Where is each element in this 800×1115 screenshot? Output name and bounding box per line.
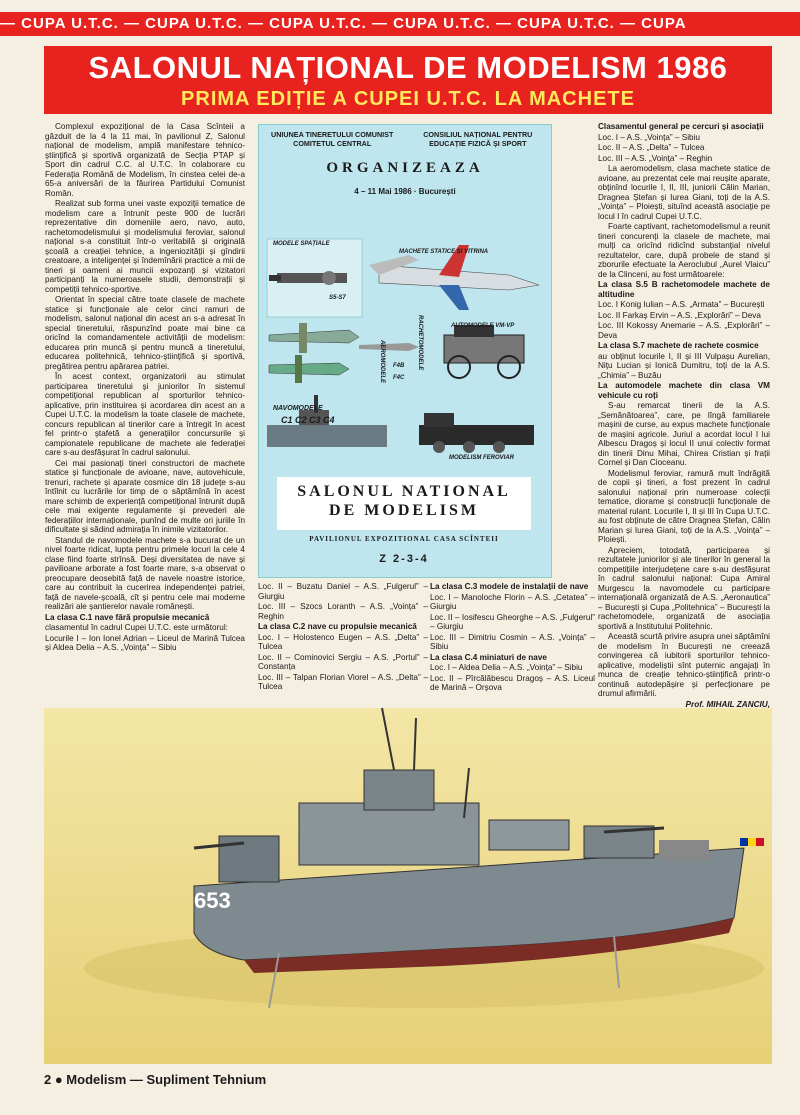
poster-pavilion: PAVILIONUL EXPOZITIONAL CASA SCÎNTEII bbox=[309, 535, 499, 543]
paragraph: clasamentul în cadrul Cupei U.T.C. este următorul: bbox=[45, 623, 228, 632]
result-line: Loc. I – Holostenco Eugen – A.S. „Delta” – Tulcea bbox=[258, 632, 428, 651]
event-poster bbox=[258, 124, 552, 578]
paragraph: Cei mai pasionați tineri constructori de machete statice și funcționale de avioane, nave, autovehicule, trenuri, rachete și aparate cosmice din 18 județe s-au întîlnit cu lucrările lor timp de o săptămînă în acest mare schimb de experiență competițional întrunit după cele mai exigente regulamente și prevederi ale federațiilor internaționale, punînd de multe ori juriile în dificultate și sădind admirația în inimile vizitatorilor. bbox=[45, 458, 245, 534]
results-column-a bbox=[258, 582, 428, 704]
poster-label: MODELE SPAȚIALE bbox=[273, 241, 330, 247]
paragraph: au obținut locurile I, II și III Vulpașu Aurelian, Nițu Lucian și Ionică Dumitru, toți de la A.S. „Chimia” – Buzău bbox=[598, 351, 770, 380]
result-line: Loc. II – Pîrcălăbescu Dragoș – A.S. Liceul de Marină – Orșova bbox=[430, 673, 595, 692]
hull-number: 653 bbox=[194, 888, 231, 913]
results-column-b bbox=[430, 582, 595, 704]
poster-label: F4C bbox=[393, 375, 405, 381]
poster-label: MODELISM FEROVIAR bbox=[449, 455, 515, 461]
top-banner: — CUPA U.T.C. — CUPA U.T.C. — CUPA U.T.C. — CUPA U.T.C. — CUPA U.T.C. — CUPA bbox=[0, 12, 800, 36]
result-line: Loc. II – A.S. „Delta” – Tulcea bbox=[598, 143, 705, 152]
class-heading: La clasa C.1 nave fără propulsie mecanică bbox=[45, 612, 210, 622]
poster-title bbox=[277, 477, 531, 530]
article-column-3 bbox=[598, 122, 771, 709]
result-line: Loc. III – Szocs Loranth – A.S. „Voința” – Reghin bbox=[258, 602, 428, 621]
poster-label: AUTOMODELE VM-VP bbox=[451, 323, 515, 329]
poster-label: F4B bbox=[393, 363, 405, 369]
result-line: Loc. II – Iosifescu Gheorghe – A.S. „Fulgerul” – Giurgiu bbox=[430, 612, 595, 631]
paragraph: S-au remarcat tinerii de la A.S. „Semănătoarea”, care, pe lîngă familiarele mașini de curse, au expus machete funcționale de mașini agricole. Juriul a acordat locul I lui Albescu Dragoș și locul II unui colectiv format din tinerii Dinu Mihai, Chirea Cristian și frații Cornel și Dan Cioceanu. bbox=[598, 401, 770, 467]
class-heading: La clasa C.4 miniaturi de nave bbox=[430, 652, 547, 662]
sub-title: PRIMA EDIȚIE A CUPEI U.T.C. LA MACHETE bbox=[181, 88, 635, 110]
class-heading: La clasa C.3 modele de instalații de nave bbox=[430, 582, 589, 591]
poster-org-right: CONSILIUL NAȚIONAL PENTRU EDUCAȚIE FIZICĂ ȘI SPORT bbox=[423, 130, 533, 148]
paragraph: Orientat în special către toate clasele de machete statice și funcționale ale celor cinci ramuri de modelism, salonul național din acest an s-a adresat în special tineretului, răspunzînd poate mai bine ca oricînd la comandamentele activității de modelism: educarea prin muncă și pentru muncă a tineretului, educarea politehnică, tehnico-științifică și sportivă, pregătirea pentru apărarea patriei. bbox=[45, 295, 245, 371]
class-heading: Clasamentul general pe cercuri și asociații bbox=[598, 122, 764, 131]
poster-label: RACHETOMODELE bbox=[417, 315, 423, 371]
paragraph: Complexul expozițional de la Casa Scînteii a găzduit de la 4 la 11 mai, în pavilionul Z, Salonul național de modelism, amplă manifestare tehnico-științifică și sportivă organizată de Secția PTAP și Sport din cadrul C.C. al U.T.C. în colaborare cu Federația Română de Modelism, în cinstea celei de-a 65-a aniversări de la făurirea Partidului Comunist Român. bbox=[45, 122, 245, 198]
result-line: Loc. II – Buzatu Daniel – A.S. „Fulgerul” – Giurgiu bbox=[258, 582, 428, 601]
result-line: Loc. III – A.S. „Voința” – Reghin bbox=[598, 153, 713, 163]
class-heading: La clasa S.7 machete de rachete cosmice bbox=[598, 341, 759, 350]
poster-label: NAVOMODELE bbox=[273, 405, 323, 412]
poster-organizeaza: ORGANIZEAZA bbox=[326, 160, 484, 176]
paragraph: Standul de navomodele machete s-a bucurat de un nivel foarte ridicat, lupta pentru primele locuri la cele 4 clase fiind foarte strînsă. Deși diversitatea de nave și pavilioane arborate a fost foarte mare, s-a observat o preocupare deosebită față de navele noastre istorice, care au contribuit la cucerirea independenței patriei, față de navele-școală, cît și pentru cele mai moderne realizări ale șantierelor navale românești. bbox=[45, 535, 245, 611]
poster-label: S5-S7 bbox=[329, 295, 346, 301]
result-line: Locurile I – Ion Ionel Adrian – Liceul de Marină Tulcea și Aldea Delia – A.S. „Voința” – Sibiu bbox=[45, 633, 245, 652]
poster-title-line: SALONUL NATIONAL bbox=[297, 483, 511, 500]
result-line: Loc. III Kokossy Anemarie – A.S. „Explorări” – Deva bbox=[598, 321, 770, 340]
paragraph: Apreciem, totodată, participarea și rezultatele juniorilor și ale tinerilor în general la competițiile interjudețene care s-au desfășurat în cadrul salonului național: Cupa Amiral Murgescu la navomodele cu participare internațională organizată de A.S. „Aeronautica” – București și Cupa „Politehnica” – București la rachetomodele, organizată de asociația sportivă a Institutului Politehnic. bbox=[598, 545, 770, 631]
poster-label: C1 C2 C3 C4 bbox=[281, 415, 335, 425]
result-line: Loc. II Farkaș Ervin – A.S. „Explorări” – Deva bbox=[598, 310, 761, 320]
result-line: Loc. I – A.S. „Voința” – Sibiu bbox=[598, 132, 700, 142]
paragraph: În acest context, organizatorii au stimulat participarea tineretului și juniorilor în sistemul competițional republican al sporturilor tehnico-aplicative, prin instituirea și acordarea din acest an a Cupei U.T.C. la modelism la toate clasele de machete, concurs republican al tinerilor care a întregit în acest fel printr-o ștafetă a generațiilor concursurile și campionatele republicane de machete ale federației care s-au desfășurat în cadrul salonului. bbox=[45, 372, 245, 457]
poster-label: AEROMODELE bbox=[379, 340, 385, 384]
poster-org-left: UNIUNEA TINERETULUI COMUNIST COMITETUL CENTRAL bbox=[271, 130, 394, 148]
paragraph: Foarte captivant, rachetomodelismul a reunit tineri concurenți la clasele de machete, mai mulți ca oricînd ridicînd substanțial nivelul rezultatelor, care, după probele de stand și zborurile efectuate la Aeroclubul „Aurel Vlaicu” de la Clinceni, au fost următoarele: bbox=[598, 222, 770, 279]
poster-date: 4 – 11 Mai 1986 · București bbox=[354, 187, 456, 196]
main-title: SALONUL NAȚIONAL DE MODELISM 1986 bbox=[88, 50, 728, 85]
result-line: Loc. III – Dimitriu Cosmin – A.S. „Voința” – Sibiu bbox=[430, 632, 595, 651]
poster-label: MACHETE STATICE ȘI VITRINA bbox=[399, 249, 489, 255]
paragraph: La aeromodelism, clasa machete statice de avioane, au prezentat cele mai reușite aparate, obținînd locurile I, II, III, juniorii Călin Marian, Dragnea Ștefan și Iurea Giani, toți de la A.S. „Voința” – Ploiești, situînd această asociație pe locul I în cadrul Cupei U.T.C. bbox=[598, 164, 770, 221]
ship-model-photo bbox=[44, 708, 772, 1064]
paragraph: Modelismul feroviar, ramură mult îndrăgită de copii și tineri, a fost prezent în cadrul salonului național prin numeroase colecții tematice, diorame și construcții funcționale de material rulant. Locurile I, II și III în Cupa U.T.C. au fost obținute de către Dragnea Ștefan, Călin Marian și Iurea Giani, toți de la A.S. „Voința” – Ploiești. bbox=[598, 468, 771, 544]
poster-title-line: DE MODELISM bbox=[329, 502, 479, 519]
poster-illustrations bbox=[259, 235, 551, 475]
poster-zone: Z 2-3-4 bbox=[379, 553, 429, 565]
result-line: Loc. I – Manoloche Florin – A.S. „Cetatea” – Giurgiu bbox=[430, 592, 595, 611]
result-line: Loc. III – Talpan Florian Viorel – A.S. „Delta” – Tulcea bbox=[258, 672, 428, 691]
article-column-1 bbox=[45, 122, 245, 704]
class-heading: La automodele machete din clasa VM vehicule cu roți bbox=[598, 381, 770, 400]
class-heading: La clasa S.5 B rachetomodele machete de altitudine bbox=[598, 280, 770, 299]
result-line: Loc. I – Aldea Delia – A.S. „Voința” – Sibiu bbox=[430, 663, 583, 672]
author-signature: Prof. MIHAIL ZANCIU, bbox=[685, 699, 770, 709]
page-footer: 2 ● Modelism — Supliment Tehnium bbox=[44, 1072, 267, 1087]
paragraph: Realizat sub forma unei vaste expoziții tematice de modelism care a întrunit peste 900 de lucrări reprezentative din domeniile aero, navo, auto, rachetomodelismului și modelismului feroviar, salonul național s-a constituit într-o veritabilă și originală școală a creației tehnice, a ingeniozității și gîndirii creatoare, a inteligenței și îndemînării practice a mii de tineri și oameni ai muncii expozanți și vizitatori participanți la numeroasele studii, demonstrații și competiții tehnico-sportive. bbox=[45, 199, 245, 294]
title-box bbox=[44, 46, 772, 114]
ship-model-illustration bbox=[44, 708, 772, 1064]
class-heading: La clasa C.2 nave cu propulsie mecanică bbox=[258, 622, 417, 631]
result-line: Loc. II – Cominovici Sergiu – A.S. „Portul” – Constanța bbox=[258, 652, 428, 671]
result-line: Loc. I Konig Iulian – A.S. „Armata” – București bbox=[598, 300, 765, 309]
paragraph: Această scurtă privire asupra unei săptămîni de modelism în București ne creează convingerea că iubitorii sporturilor tehnico-aplicative, modeliștii sînt puternic angajați în munca de creație tehnico-științifică printr-o continuă autodepășire și perfecționare pe drumul afirmării. bbox=[598, 632, 770, 698]
